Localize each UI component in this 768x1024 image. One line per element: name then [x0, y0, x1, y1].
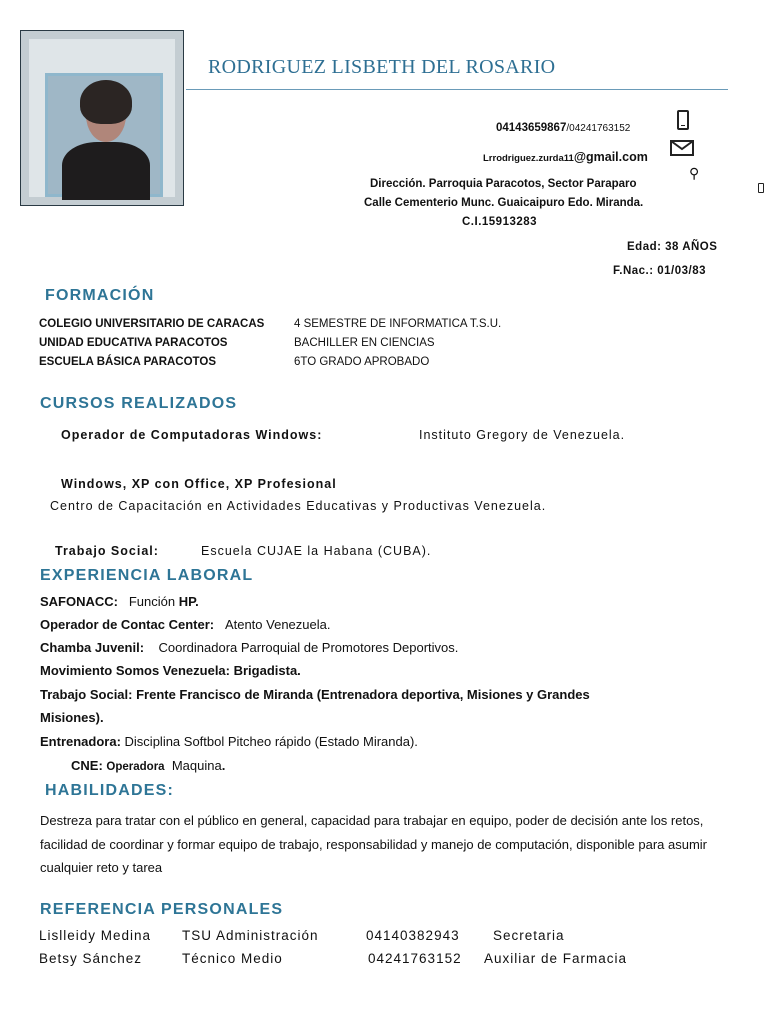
exp-text: Función — [128, 594, 179, 609]
age: Edad: 38 AÑOS — [627, 241, 718, 253]
exp-trabajo-social-2: Misiones). — [40, 710, 104, 725]
phone-main: 04143659867 — [496, 122, 567, 134]
curso-1-place: Instituto Gregory de Venezuela. — [419, 428, 626, 442]
address-line-1: Dirección. Parroquia Paracotos, Sector Paraparo — [370, 178, 637, 190]
formacion-school: COLEGIO UNIVERSITARIO DE CARACAS — [39, 318, 265, 330]
small-phone-icon — [758, 183, 764, 193]
exp-entrenadora — [40, 734, 418, 749]
phone-numbers — [496, 122, 630, 134]
cedula: C.I.15913283 — [462, 216, 538, 228]
ref-role: Secretaria — [493, 928, 565, 943]
photo-portrait — [45, 73, 163, 197]
exp-trabajo-social-1: Trabajo Social: Frente Francisco de Miranda (Entrenadora deportiva, Misiones y Grandes — [40, 687, 590, 702]
exp-text: Maquina — [171, 758, 222, 773]
email-user: Lrrodriguez.zurda11 — [483, 153, 574, 164]
phone-icon — [677, 110, 689, 130]
curso-3-place: Escuela CUJAE la Habana (CUBA). — [201, 544, 432, 558]
phone-alt: /04241763152 — [566, 123, 631, 134]
exp-small: Operadora — [106, 761, 165, 773]
email — [483, 150, 648, 164]
ref-title: TSU Administración — [182, 928, 319, 943]
ref-phone: 04241763152 — [368, 951, 462, 966]
section-experiencia-title: EXPERIENCIA LABORAL — [40, 567, 254, 584]
email-domain: @gmail.com — [573, 150, 648, 164]
exp-dot: . — [221, 758, 226, 773]
location-pin-icon: ⚲ — [689, 165, 700, 181]
mail-icon — [670, 140, 694, 156]
habilidades-text: Destreza para tratar con el público en general, capacidad para trabajar en equipo, poder de decisión ante los retos, facilidad de coordinar y formar equipo de trabajo, responsabilidad y manejo de computación, disponible para asumir cualquier reto y tarea — [40, 813, 707, 875]
photo-hair — [80, 80, 132, 124]
ref-phone: 04140382943 — [366, 928, 460, 943]
candidate-name: RODRIGUEZ LISBETH DEL ROSARIO — [208, 56, 556, 78]
photo-shirt — [62, 142, 150, 200]
exp-text: Coordinadora Parroquial de Promotores Deportivos. — [158, 640, 459, 655]
formacion-school: UNIDAD EDUCATIVA PARACOTOS — [39, 337, 228, 349]
exp-label: CNE: — [71, 758, 103, 773]
section-referencias-title: REFERENCIA PERSONALES — [40, 901, 284, 918]
section-formacion-title: FORMACIÓN — [45, 287, 155, 304]
exp-chamba-juvenil — [40, 640, 458, 655]
photo-background — [29, 39, 175, 197]
section-habilidades-title: HABILIDADES: — [45, 782, 175, 799]
ref-title: Técnico Medio — [182, 951, 283, 966]
exp-text: Disciplina Softbol Pitcheo rápido (Estado Miranda). — [124, 734, 418, 749]
exp-label: Chamba Juvenil: — [40, 640, 145, 655]
exp-contact-center — [40, 617, 330, 632]
exp-bold: HP. — [178, 594, 199, 609]
formacion-school: ESCUELA BÁSICA PARACOTOS — [39, 356, 216, 368]
address-line-2: Calle Cementerio Munc. Guaicaipuro Edo. Miranda. — [364, 197, 644, 209]
exp-label: Operador de Contac Center: — [40, 617, 215, 632]
exp-safonacc — [40, 594, 199, 609]
formacion-detail: BACHILLER EN CIENCIAS — [294, 337, 435, 349]
formacion-detail: 6TO GRADO APROBADO — [294, 356, 430, 368]
profile-photo — [20, 30, 184, 206]
exp-label: Entrenadora: — [40, 734, 121, 749]
ref-role: Auxiliar de Farmacia — [484, 951, 628, 966]
ref-name: Betsy Sánchez — [39, 951, 143, 966]
birth-date: F.Nac.: 01/03/83 — [613, 265, 707, 277]
curso-2-place: Centro de Capacitación en Actividades Educativas y Productivas Venezuela. — [50, 499, 547, 513]
curso-3-name: Trabajo Social: — [55, 544, 159, 558]
curso-2-name: Windows, XP con Office, XP Profesional — [61, 477, 337, 491]
ref-name: Lislleidy Medina — [39, 928, 152, 943]
section-cursos-title: CURSOS REALIZADOS — [40, 395, 238, 412]
name-divider — [186, 89, 728, 90]
formacion-detail: 4 SEMESTRE DE INFORMATICA T.S.U. — [294, 318, 502, 330]
exp-label: SAFONACC: — [40, 594, 118, 609]
exp-text: Atento Venezuela. — [224, 617, 331, 632]
exp-cne — [71, 758, 225, 773]
curso-1-name: Operador de Computadoras Windows: — [61, 428, 323, 442]
exp-movimiento: Movimiento Somos Venezuela: Brigadista. — [40, 663, 301, 678]
